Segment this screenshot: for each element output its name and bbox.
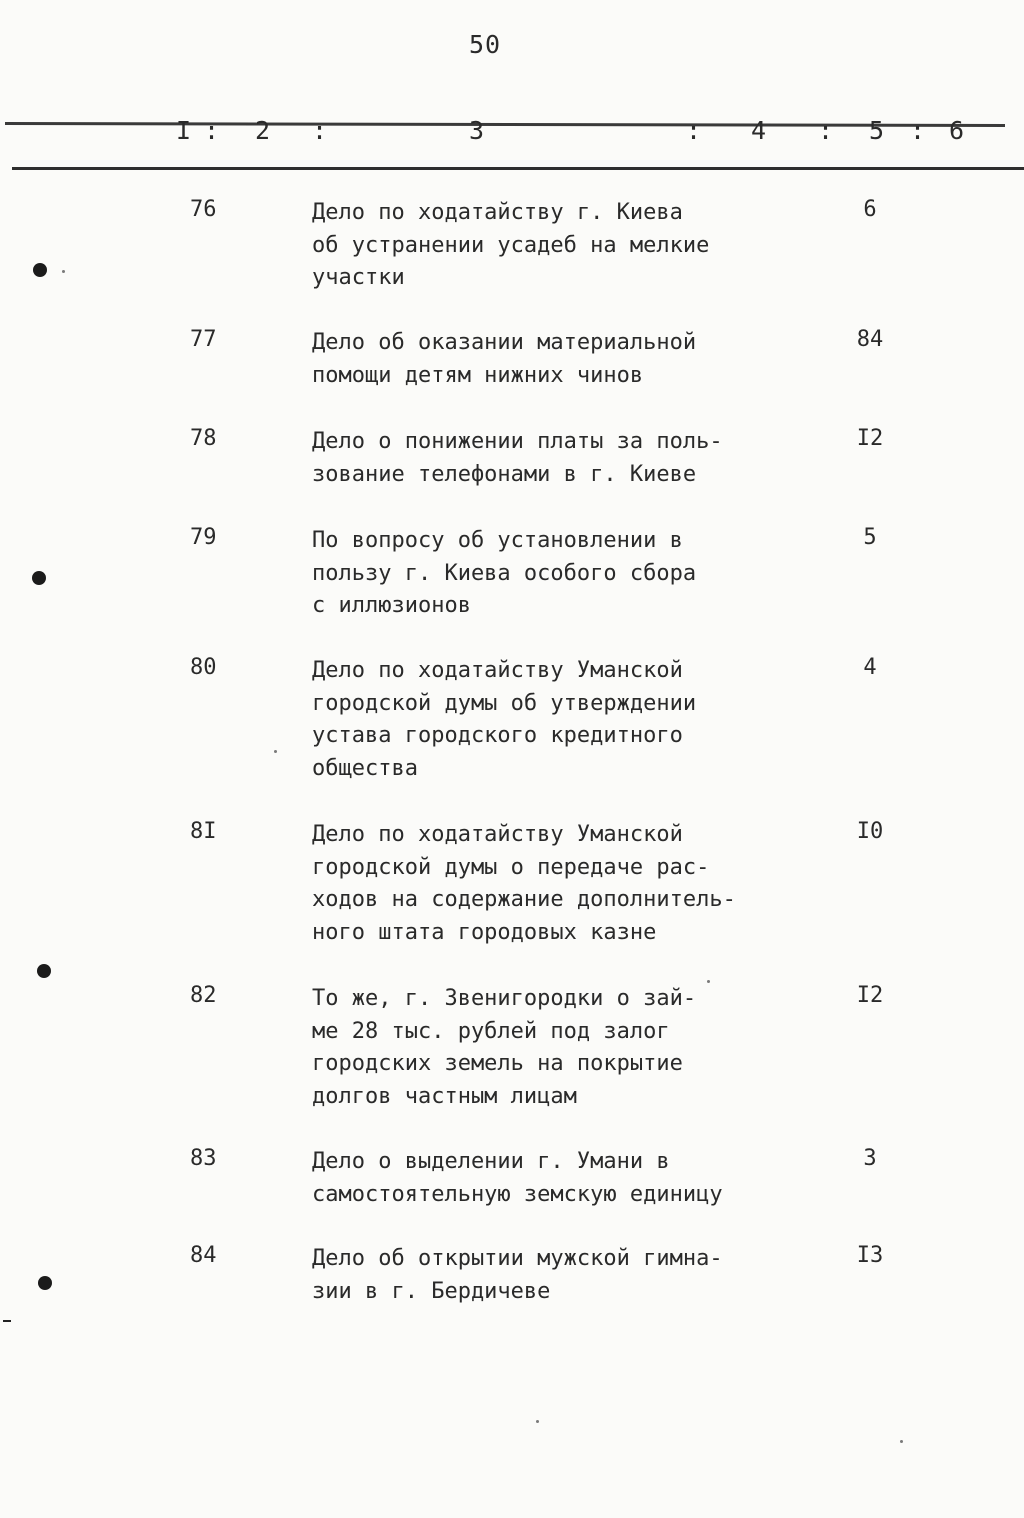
row-title-line: Дело по ходатайству Уманской — [312, 658, 683, 683]
row-title — [312, 327, 782, 392]
row-number: 83 — [190, 1146, 217, 1171]
row-title-line: ного штата городовых казне — [312, 919, 657, 945]
row-number: 84 — [190, 1243, 217, 1268]
row-title-line: зии в г. Бердичеве — [312, 1278, 551, 1304]
row-title-line: общества — [312, 755, 418, 781]
row-sheets: 3 — [863, 1146, 877, 1171]
row-title-line: об устранении усадеб на мелкие — [312, 232, 710, 258]
row-sheets: I0 — [856, 819, 884, 844]
row-title — [312, 1243, 782, 1308]
row-number: 78 — [190, 426, 217, 451]
header-sep: : — [204, 116, 220, 145]
header-col-2: 2 — [255, 116, 271, 145]
row-title-line: пользу г. Киева особого сбора — [312, 560, 697, 586]
scan-speck — [536, 1420, 539, 1423]
header-col-3: 3 — [469, 116, 485, 145]
row-sheets: I2 — [856, 426, 884, 451]
row-title-line: помощи детям нижних чинов — [312, 362, 644, 388]
row-sheets: 84 — [856, 327, 884, 352]
row-title — [312, 983, 782, 1113]
row-title-line: ме 28 тыс. рублей под залог — [312, 1018, 670, 1044]
row-title — [312, 819, 782, 949]
row-title-line: зование телефонами в г. Киеве — [312, 461, 697, 487]
scan-speck — [900, 1440, 903, 1443]
row-title — [312, 197, 782, 295]
scan-speck — [707, 980, 710, 983]
scan-speck — [3, 1320, 11, 1322]
row-title-line: городской думы об утверждении — [312, 690, 697, 716]
row-number: 79 — [190, 525, 217, 550]
row-title-line: участки — [312, 265, 405, 290]
scan-speck — [62, 270, 65, 273]
row-sheets: I3 — [856, 1243, 884, 1268]
row-title — [312, 1146, 782, 1211]
row-title-line: Дело о выделении г. Умани в — [312, 1149, 670, 1174]
row-title-line: устава городского кредитного — [312, 723, 683, 748]
row-number: 76 — [190, 197, 217, 222]
row-title-line: Дело по ходатайству г. Киева — [312, 200, 683, 225]
row-title-line: Дело об открытии мужской гимна- — [312, 1246, 723, 1271]
punch-hole — [33, 263, 47, 277]
header-sep: : — [818, 116, 834, 145]
punch-hole — [32, 571, 46, 585]
row-title-line: ходов на содержание дополнитель- — [312, 887, 736, 912]
page-number: 50 — [468, 30, 502, 59]
row-number: 77 — [190, 327, 217, 352]
row-title-line: с иллюзионов — [312, 593, 471, 618]
header-col-1: I — [176, 116, 192, 145]
row-sheets: I2 — [856, 983, 884, 1008]
row-title-line: городских земель на покрытие — [312, 1051, 683, 1076]
scan-speck — [274, 750, 277, 753]
row-title-line: Дело по ходатайству Уманской — [312, 822, 683, 847]
header-sep: : — [312, 116, 328, 145]
punch-hole — [38, 1276, 52, 1290]
row-sheets: 6 — [863, 197, 877, 222]
row-title-line: городской думы о передаче рас- — [312, 854, 710, 880]
column-header — [0, 116, 1024, 152]
row-title — [312, 655, 782, 785]
punch-hole — [37, 964, 51, 978]
header-sep: : — [910, 116, 926, 145]
row-title-line: То же, г. Звенигородки о зай- — [312, 986, 697, 1011]
header-sep: : — [686, 116, 702, 145]
row-title-line: Дело о понижении платы за поль- — [312, 429, 723, 454]
header-col-4: 4 — [751, 116, 767, 145]
row-title-line: долгов частным лицам — [312, 1083, 577, 1109]
row-title-line: По вопросу об установлении в — [312, 528, 683, 553]
row-number: 80 — [190, 655, 217, 680]
row-title — [312, 426, 782, 491]
header-bottom-rule — [12, 167, 1024, 170]
header-col-6: 6 — [949, 116, 965, 145]
header-col-5: 5 — [869, 116, 885, 145]
row-sheets: 5 — [863, 525, 877, 550]
row-number: 82 — [190, 983, 217, 1008]
row-title-line: Дело об оказании материальной — [312, 330, 697, 355]
row-title — [312, 525, 782, 623]
row-sheets: 4 — [863, 655, 877, 680]
row-title-line: самостоятельную земскую единицу — [312, 1181, 723, 1207]
row-number: 8I — [190, 819, 217, 844]
